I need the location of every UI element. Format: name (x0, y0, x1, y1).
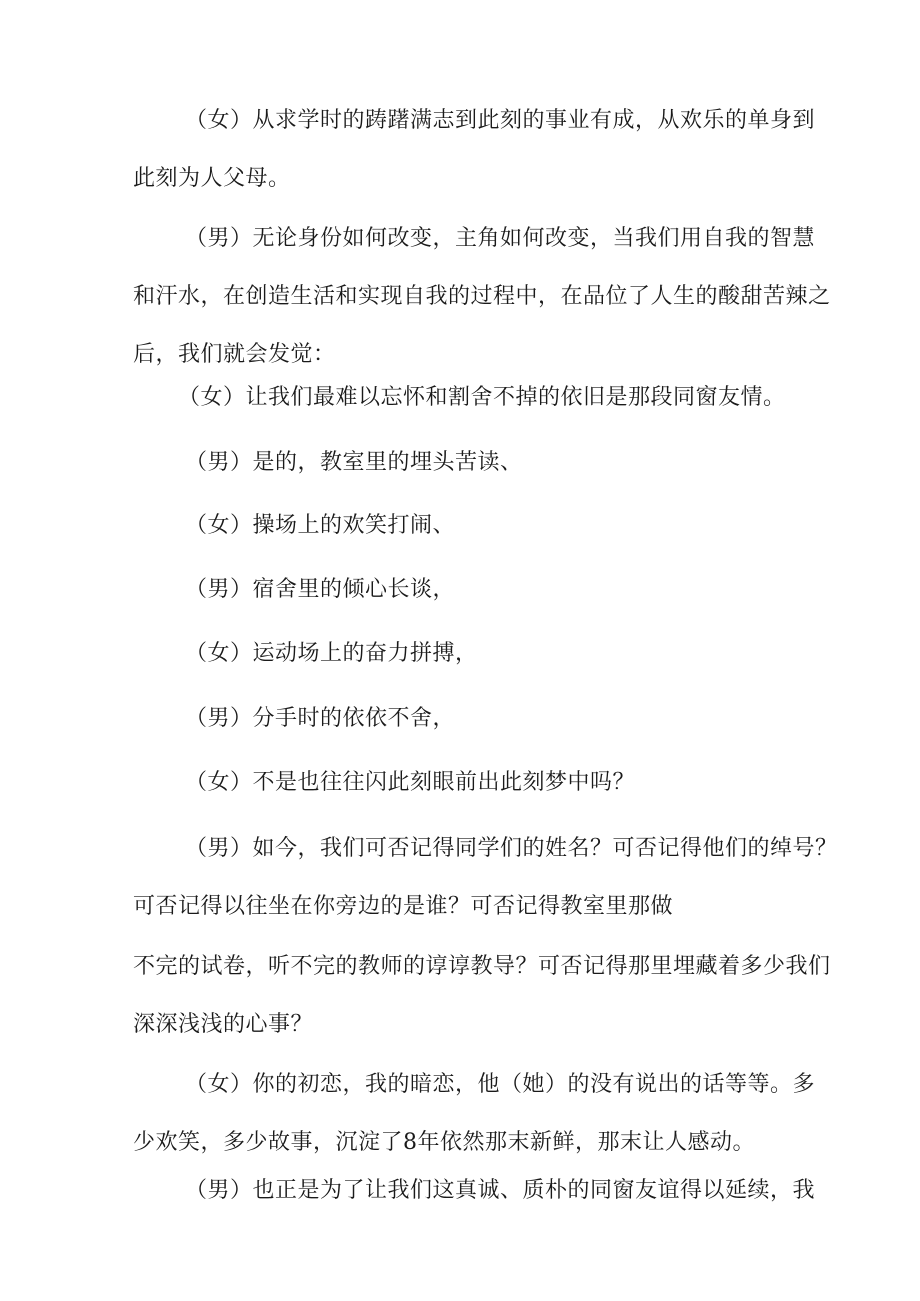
paragraph-7 (133, 625, 805, 683)
paragraph-line: （男）也正是为了让我们这真诚、质朴的同窗友谊得以延续，我 (185, 1178, 816, 1203)
paragraph-line: 不完的试卷，听不完的教师的谆谆教导？可否记得那里埋藏着多少我们 (133, 954, 831, 979)
paragraph-line: （男）如今，我们可否记得同学们的姓名？可否记得他们的绰号？ (185, 836, 838, 861)
paragraph-9 (133, 754, 805, 812)
paragraph-1 (133, 92, 816, 208)
paragraph-4 (133, 434, 805, 492)
paragraph-line: （女）操场上的欢笑打闹、 (185, 513, 456, 538)
paragraph-line: （女）你的初恋，我的暗恋，他（她）的没有说出的话等等。多 (185, 1072, 816, 1097)
paragraph-line: （女）从求学时的踌躇满志到此刻的事业有成，从欢乐的单身到 (185, 108, 816, 133)
paragraph-line: （女）不是也往往闪此刻眼前出此刻梦中吗？ (185, 770, 636, 795)
paragraph-line: （男）无论身份如何改变，主角如何改变，当我们用自我的智慧 (185, 226, 816, 251)
paragraph-line: （男）是的，教室里的埋头苦读、 (185, 450, 523, 475)
paragraph-8 (133, 690, 805, 748)
paragraph-line: 和汗水，在创造生活和实现自我的过程中，在品位了人生的酸甜苦辣之 (133, 284, 831, 309)
paragraph-line: （男）宿舍里的倾心长谈， (185, 577, 456, 602)
paragraph-6 (133, 561, 805, 619)
paragraph-12 (133, 1056, 816, 1172)
paragraph-line: 深深浅浅的心事？ (133, 1012, 314, 1037)
paragraph-line: 后，我们就会发觉： (133, 342, 336, 367)
paragraph-line: 少欢笑，多少故事，沉淀了8年依然那末新鲜，那末让人感动。 (133, 1130, 755, 1155)
paragraph-10 (133, 820, 838, 936)
paragraph-5 (133, 497, 805, 555)
paragraph-13 (133, 1162, 816, 1220)
paragraph-2 (133, 210, 831, 384)
paragraph-line: （女）让我们最难以忘怀和割舍不掉的依旧是那段同窗友情。 (178, 385, 786, 410)
paragraph-line: （男）分手时的依依不舍， (185, 706, 456, 731)
paragraph-3 (133, 369, 805, 427)
paragraph-line: （女）运动场上的奋力拼搏， (185, 641, 478, 666)
paragraph-line: 可否记得以往坐在你旁边的是谁？可否记得教室里那做 (133, 894, 674, 919)
paragraph-11 (133, 938, 831, 1054)
paragraph-line: 此刻为人父母。 (133, 166, 291, 191)
